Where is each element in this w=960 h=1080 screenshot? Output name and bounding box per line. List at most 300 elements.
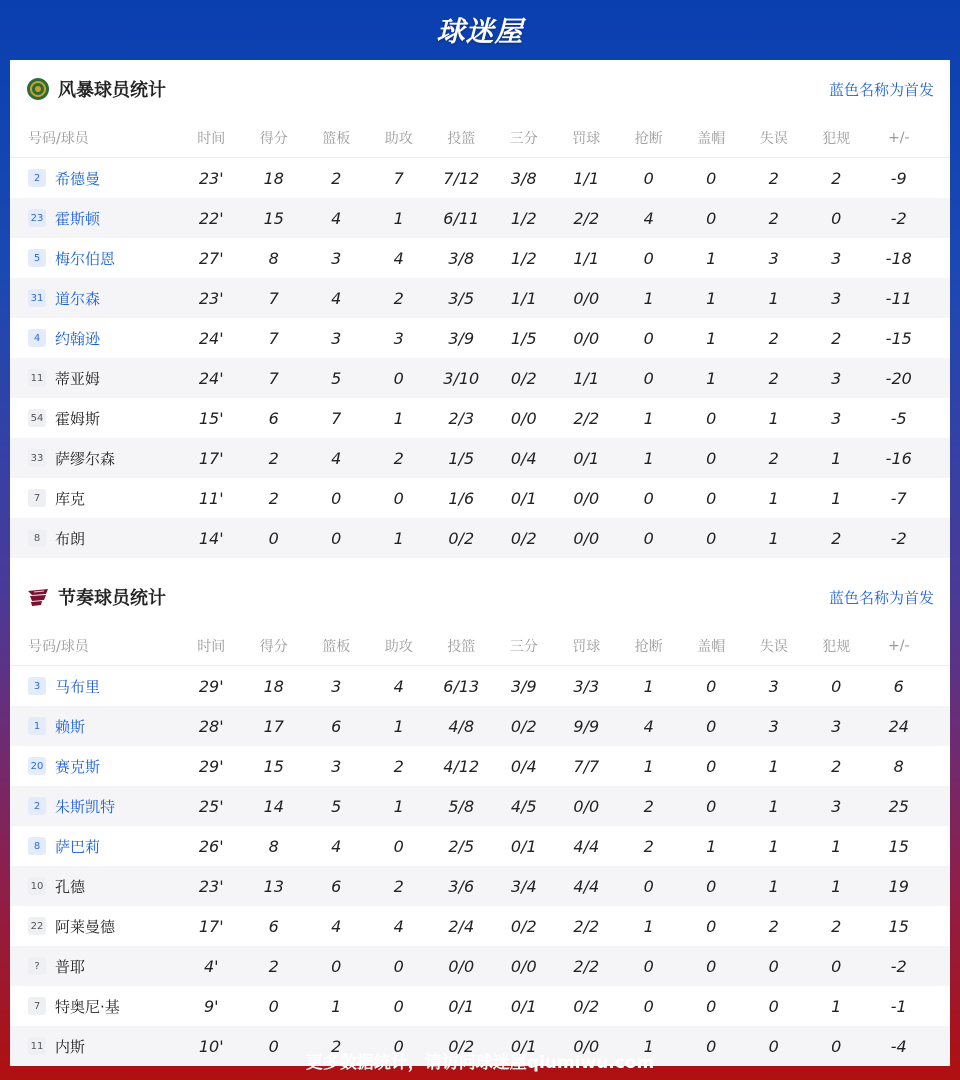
stat-cell: 0 <box>706 168 717 188</box>
stat-cell: 3 <box>768 676 779 696</box>
column-header[interactable]: 助攻 <box>384 130 413 147</box>
player-row[interactable] <box>10 826 950 866</box>
player-row[interactable] <box>10 906 950 946</box>
stat-cell: 22' <box>198 208 224 228</box>
stat-cell: 3 <box>331 248 342 268</box>
player-cell <box>10 168 180 189</box>
stat-cell: 5 <box>331 796 342 816</box>
stat-cell: 0/2 <box>510 916 537 936</box>
stat-cell: 15 <box>263 756 284 776</box>
stat-cell: 1 <box>831 488 842 508</box>
stat-cell: 8 <box>893 756 904 776</box>
stat-cell: 1 <box>393 796 404 816</box>
player-name[interactable]: 萨缪尔森 <box>55 449 116 468</box>
stat-cell: 4/4 <box>573 876 600 896</box>
stat-cell: 0 <box>643 328 654 348</box>
jersey-number-badge: 7 <box>28 997 46 1015</box>
player-name[interactable]: 赛克斯 <box>55 757 101 776</box>
column-header[interactable]: 罚球 <box>572 638 601 655</box>
stat-cell: 7 <box>268 328 279 348</box>
stat-cell: 9/9 <box>573 716 600 736</box>
stat-cell: 1 <box>706 248 717 268</box>
column-header[interactable]: 犯规 <box>822 638 851 655</box>
stat-cell: 0 <box>706 488 717 508</box>
stat-cell: 1 <box>831 448 842 468</box>
stat-cell: 2 <box>643 836 654 856</box>
player-row[interactable] <box>10 238 950 278</box>
stat-cell: 3 <box>831 408 842 428</box>
stat-cell: 2 <box>831 528 842 548</box>
stat-cell: 3 <box>831 716 842 736</box>
stat-cell: 1 <box>643 448 654 468</box>
jersey-number-badge: 2 <box>28 797 46 815</box>
jersey-number-badge: 3 <box>28 677 46 695</box>
player-name[interactable]: 内斯 <box>55 1037 86 1056</box>
stat-cell: 1 <box>768 756 779 776</box>
stat-cell: 6 <box>331 876 342 896</box>
column-header[interactable]: 篮板 <box>322 638 351 655</box>
stat-cell: 13 <box>263 876 284 896</box>
stat-cell: 0/0 <box>573 1036 600 1056</box>
stat-cell: 18 <box>263 168 284 188</box>
footer-link[interactable]: 更多数据统计，请访问球迷屋qiumiwu.com <box>305 1052 655 1073</box>
stat-cell: 15 <box>263 208 284 228</box>
stat-cell: 17' <box>198 916 224 936</box>
stat-cell: 2/2 <box>573 408 600 428</box>
stat-cell: 4 <box>643 716 654 736</box>
player-row[interactable] <box>10 946 950 986</box>
player-cell <box>10 836 180 857</box>
player-name[interactable]: 霍姆斯 <box>55 409 101 428</box>
player-row[interactable] <box>10 158 950 198</box>
stat-cell: 1 <box>393 408 404 428</box>
column-header[interactable]: 三分 <box>509 638 538 655</box>
starter-legend-note: 蓝色名称为首发 <box>828 588 934 607</box>
column-header[interactable]: 号码/球员 <box>28 638 89 655</box>
stat-cell: 4/4 <box>573 836 600 856</box>
jersey-number-badge: ? <box>28 957 46 975</box>
stat-cell: 1/1 <box>573 168 600 188</box>
stat-cell: 0 <box>643 488 654 508</box>
jersey-number-badge: 5 <box>28 249 46 267</box>
column-header-row <box>10 118 950 158</box>
stat-cell: 4 <box>331 836 342 856</box>
column-header[interactable]: 得分 <box>259 130 288 147</box>
column-header[interactable]: 号码/球员 <box>28 130 89 147</box>
player-row[interactable] <box>10 746 950 786</box>
player-name[interactable]: 希德曼 <box>55 169 101 188</box>
jersey-number-badge: 10 <box>28 877 46 895</box>
column-header[interactable]: +/- <box>888 129 910 146</box>
stat-cell: 2/2 <box>573 916 600 936</box>
stat-cell: 4/8 <box>448 716 475 736</box>
player-row[interactable] <box>10 478 950 518</box>
stat-cell: -20 <box>885 368 912 388</box>
player-cell <box>10 288 180 309</box>
stat-cell: 4 <box>643 208 654 228</box>
stat-cell: 5 <box>331 368 342 388</box>
player-name[interactable]: 道尔森 <box>55 289 101 308</box>
starter-legend-note: 蓝色名称为首发 <box>828 80 934 99</box>
player-name[interactable]: 朱斯凯特 <box>55 797 116 816</box>
stat-cell: 0 <box>393 996 404 1016</box>
stat-cell: -7 <box>890 488 907 508</box>
stat-cell: 7 <box>268 368 279 388</box>
stat-cell: 0/4 <box>510 756 537 776</box>
stat-cell: 6 <box>893 676 904 696</box>
stat-cell: 3/9 <box>510 676 537 696</box>
stat-cell: 1 <box>643 676 654 696</box>
player-name[interactable]: 霍斯顿 <box>55 209 101 228</box>
stat-cell: 0 <box>768 1036 779 1056</box>
stat-cell: 0/2 <box>510 528 537 548</box>
stat-cell: 15 <box>888 836 909 856</box>
stat-cell: 0/2 <box>448 1036 475 1056</box>
stat-cell: 1 <box>768 836 779 856</box>
stat-cell: 1 <box>643 1036 654 1056</box>
stat-cell: 0 <box>331 488 342 508</box>
stat-cell: 1 <box>643 756 654 776</box>
team-section <box>10 60 950 558</box>
player-row[interactable] <box>10 278 950 318</box>
player-row[interactable] <box>10 398 950 438</box>
player-name[interactable]: 萨巴莉 <box>55 837 101 856</box>
stat-cell: 0 <box>706 448 717 468</box>
stat-cell: 3/9 <box>448 328 475 348</box>
stat-cell: 0 <box>706 208 717 228</box>
player-name[interactable]: 普耶 <box>55 957 86 976</box>
jersey-number-badge: 8 <box>28 529 46 547</box>
team-header <box>10 568 950 626</box>
column-header[interactable]: 时间 <box>197 638 226 655</box>
stat-cell: 4 <box>331 916 342 936</box>
column-header[interactable]: 失误 <box>759 638 788 655</box>
stat-cell: -4 <box>890 1036 907 1056</box>
stat-cell: 3/6 <box>448 876 475 896</box>
player-cell <box>10 676 180 697</box>
stat-cell: 0/1 <box>448 996 475 1016</box>
stat-cell: 11' <box>198 488 224 508</box>
stat-cell: 0 <box>831 956 842 976</box>
player-cell <box>10 448 180 469</box>
stat-cell: 0 <box>706 408 717 428</box>
stat-cell: 7/12 <box>443 168 480 188</box>
stat-cell: 1/2 <box>510 208 537 228</box>
stat-cell: 1 <box>706 288 717 308</box>
stat-cell: 1 <box>768 488 779 508</box>
stat-cell: 3/5 <box>448 288 475 308</box>
column-header[interactable]: 罚球 <box>572 130 601 147</box>
stat-cell: 0 <box>706 996 717 1016</box>
stat-cell: 1 <box>643 408 654 428</box>
stat-cell: 23' <box>198 168 224 188</box>
stat-cell: 2 <box>768 448 779 468</box>
stat-cell: 3 <box>768 716 779 736</box>
stat-cell: 24' <box>198 328 224 348</box>
stat-cell: 1 <box>393 528 404 548</box>
stat-cell: -1 <box>890 996 907 1016</box>
stat-cell: 0 <box>643 248 654 268</box>
player-row[interactable] <box>10 518 950 558</box>
player-name[interactable]: 赖斯 <box>55 717 86 736</box>
jersey-number-badge: 54 <box>28 409 46 427</box>
player-cell <box>10 528 180 549</box>
stat-cell: 1 <box>643 916 654 936</box>
stat-cell: 0 <box>393 488 404 508</box>
stat-cell: 1/1 <box>573 248 600 268</box>
column-header[interactable]: 失误 <box>759 130 788 147</box>
jersey-number-badge: 11 <box>28 1037 46 1055</box>
jersey-number-badge: 23 <box>28 209 46 227</box>
player-cell <box>10 488 180 509</box>
jersey-number-badge: 4 <box>28 329 46 347</box>
stat-cell: 18 <box>263 676 284 696</box>
stat-cell: 1 <box>393 716 404 736</box>
stat-cell: 4/12 <box>443 756 480 776</box>
column-header[interactable]: 投篮 <box>447 130 476 147</box>
stat-cell: 1 <box>393 208 404 228</box>
column-header[interactable]: 盖帽 <box>697 130 726 147</box>
stat-cell: 1 <box>331 996 342 1016</box>
stat-cell: 2/2 <box>573 208 600 228</box>
stat-cell: 2 <box>393 448 404 468</box>
stat-cell: -9 <box>890 168 907 188</box>
stat-cell: 0 <box>268 996 279 1016</box>
stat-cell: -2 <box>890 208 907 228</box>
stat-cell: 7 <box>268 288 279 308</box>
stat-cell: -2 <box>890 956 907 976</box>
stat-cell: 23' <box>198 288 224 308</box>
player-cell <box>10 876 180 897</box>
stat-cell: 0 <box>831 208 842 228</box>
column-header[interactable]: 得分 <box>259 638 288 655</box>
stat-cell: 0 <box>393 836 404 856</box>
brand-logo: 球迷屋 <box>436 15 524 48</box>
player-name[interactable]: 马布里 <box>55 677 101 696</box>
player-row[interactable] <box>10 986 950 1026</box>
stat-cell: 2 <box>268 956 279 976</box>
stat-cell: 0/0 <box>573 488 600 508</box>
stat-cell: 0/0 <box>573 528 600 548</box>
stat-cell: 17 <box>263 716 284 736</box>
stat-cell: 0 <box>768 956 779 976</box>
player-cell <box>10 368 180 389</box>
stat-cell: 0/2 <box>573 996 600 1016</box>
player-row[interactable] <box>10 318 950 358</box>
stat-cell: 1/5 <box>448 448 475 468</box>
stat-cell: 0/2 <box>510 368 537 388</box>
player-row[interactable] <box>10 866 950 906</box>
stat-cell: 6 <box>268 916 279 936</box>
stat-cell: 0 <box>393 368 404 388</box>
stat-cell: 4 <box>331 448 342 468</box>
stat-cell: 2 <box>768 368 779 388</box>
stat-cell: 0 <box>706 716 717 736</box>
stat-cell: 26' <box>198 836 224 856</box>
stat-cell: 2 <box>768 916 779 936</box>
stat-cell: 0/1 <box>573 448 600 468</box>
stat-cell: 0 <box>706 676 717 696</box>
stat-cell: 1/6 <box>448 488 475 508</box>
stat-cell: 2 <box>393 876 404 896</box>
column-header[interactable]: 犯规 <box>822 130 851 147</box>
column-header[interactable]: 抢断 <box>634 638 663 655</box>
stat-cell: 1 <box>831 876 842 896</box>
player-cell <box>10 716 180 737</box>
player-name[interactable]: 布朗 <box>55 529 86 548</box>
stat-cell: 0 <box>643 956 654 976</box>
stat-cell: 1/5 <box>510 328 537 348</box>
player-cell <box>10 328 180 349</box>
stat-cell: 3/8 <box>510 168 537 188</box>
player-name[interactable]: 孔德 <box>55 877 86 896</box>
player-row[interactable] <box>10 358 950 398</box>
team-header <box>10 60 950 118</box>
player-cell <box>10 996 180 1017</box>
stat-cell: 0 <box>831 1036 842 1056</box>
player-name[interactable]: 特奥尼·基 <box>55 997 120 1016</box>
player-name[interactable]: 蒂亚姆 <box>55 369 101 388</box>
player-row[interactable] <box>10 438 950 478</box>
stat-cell: 0 <box>643 996 654 1016</box>
stat-cell: 4' <box>203 956 219 976</box>
stat-cell: 8 <box>268 836 279 856</box>
stat-cell: 3 <box>331 676 342 696</box>
stat-cell: 0/0 <box>573 288 600 308</box>
column-header[interactable]: 三分 <box>509 130 538 147</box>
stat-cell: 1 <box>706 368 717 388</box>
stat-cell: 1 <box>768 288 779 308</box>
stat-cell: 25' <box>198 796 224 816</box>
column-header[interactable]: 篮板 <box>322 130 351 147</box>
stat-cell: 0 <box>706 916 717 936</box>
jersey-number-badge: 8 <box>28 837 46 855</box>
jersey-number-badge: 31 <box>28 289 46 307</box>
stat-cell: 6/11 <box>443 208 480 228</box>
player-row[interactable] <box>10 706 950 746</box>
jersey-number-badge: 7 <box>28 489 46 507</box>
stat-cell: 2 <box>331 1036 342 1056</box>
stat-cell: 7 <box>331 408 342 428</box>
stat-cell: 3 <box>768 248 779 268</box>
stat-cell: -11 <box>885 288 912 308</box>
stat-cell: 0 <box>331 956 342 976</box>
stat-cell: 3 <box>331 328 342 348</box>
stat-cell: 1 <box>768 528 779 548</box>
stat-cell: 24 <box>888 716 909 736</box>
stat-cell: 8 <box>268 248 279 268</box>
stat-cell: 2/5 <box>448 836 475 856</box>
stat-cell: 1 <box>768 796 779 816</box>
player-row[interactable] <box>10 666 950 706</box>
stat-cell: 9' <box>203 996 219 1016</box>
stat-cell: 0 <box>706 528 717 548</box>
stat-cell: 29' <box>198 676 224 696</box>
stat-cell: 0 <box>706 796 717 816</box>
column-header[interactable]: 抢断 <box>634 130 663 147</box>
player-row[interactable] <box>10 198 950 238</box>
column-header[interactable]: +/- <box>888 637 910 654</box>
player-cell <box>10 208 180 229</box>
column-header[interactable]: 时间 <box>197 130 226 147</box>
stat-cell: 4 <box>393 676 404 696</box>
jersey-number-badge: 22 <box>28 917 46 935</box>
team-title: 风暴球员统计 <box>58 80 166 101</box>
stat-cell: 0 <box>643 876 654 896</box>
teams-container <box>10 60 950 1066</box>
stat-cell: 0/0 <box>573 796 600 816</box>
team-logo-icon <box>26 585 50 609</box>
stat-cell: 2 <box>331 168 342 188</box>
stat-cell: 4 <box>393 916 404 936</box>
stat-cell: 0/4 <box>510 448 537 468</box>
stat-cell: 0 <box>706 1036 717 1056</box>
player-name[interactable]: 阿莱曼德 <box>55 917 116 936</box>
stat-cell: 2 <box>268 448 279 468</box>
stat-cell: -2 <box>890 528 907 548</box>
jersey-number-badge: 11 <box>28 369 46 387</box>
stat-cell: 0 <box>768 996 779 1016</box>
stat-cell: 2 <box>768 328 779 348</box>
stat-cell: 0 <box>706 956 717 976</box>
stat-cell: 0/1 <box>510 836 537 856</box>
column-header[interactable]: 投篮 <box>447 638 476 655</box>
stat-cell: 2/3 <box>448 408 475 428</box>
stat-cell: -16 <box>885 448 912 468</box>
stat-cell: 0/2 <box>510 716 537 736</box>
stat-cell: 4/5 <box>510 796 537 816</box>
stat-cell: 15' <box>198 408 224 428</box>
player-row[interactable] <box>10 786 950 826</box>
stat-cell: 1 <box>643 288 654 308</box>
stat-cell: 0/1 <box>510 1036 537 1056</box>
stat-cell: 1 <box>768 408 779 428</box>
stat-cell: 2 <box>831 916 842 936</box>
column-header[interactable]: 盖帽 <box>697 638 726 655</box>
player-name[interactable]: 库克 <box>55 489 86 508</box>
stat-cell: 2 <box>768 208 779 228</box>
team-title: 节奏球员统计 <box>58 588 166 609</box>
stat-cell: 1 <box>768 876 779 896</box>
stat-cell: 0 <box>393 956 404 976</box>
stat-cell: 17' <box>198 448 224 468</box>
stat-cell: 24' <box>198 368 224 388</box>
stat-cell: 2 <box>768 168 779 188</box>
column-header[interactable]: 助攻 <box>384 638 413 655</box>
player-cell <box>10 916 180 937</box>
stat-cell: 0 <box>706 876 717 896</box>
stats-panel <box>10 60 950 1056</box>
player-name[interactable]: 梅尔伯恩 <box>55 249 116 268</box>
stat-cell: 2 <box>831 328 842 348</box>
stat-cell: 7/7 <box>573 756 600 776</box>
stat-cell: 2 <box>643 796 654 816</box>
stat-cell: 2 <box>393 756 404 776</box>
stat-cell: 0 <box>393 1036 404 1056</box>
stat-cell: 3/3 <box>573 676 600 696</box>
stat-cell: 0 <box>643 368 654 388</box>
stat-cell: 14' <box>198 528 224 548</box>
stat-cell: 0 <box>706 756 717 776</box>
stat-cell: 5/8 <box>448 796 475 816</box>
player-cell <box>10 756 180 777</box>
column-header-row <box>10 626 950 666</box>
player-name[interactable]: 约翰逊 <box>55 329 101 348</box>
stat-cell: 1 <box>706 836 717 856</box>
stat-cell: 0 <box>331 528 342 548</box>
stat-cell: 28' <box>198 716 224 736</box>
stat-cell: 3 <box>831 368 842 388</box>
